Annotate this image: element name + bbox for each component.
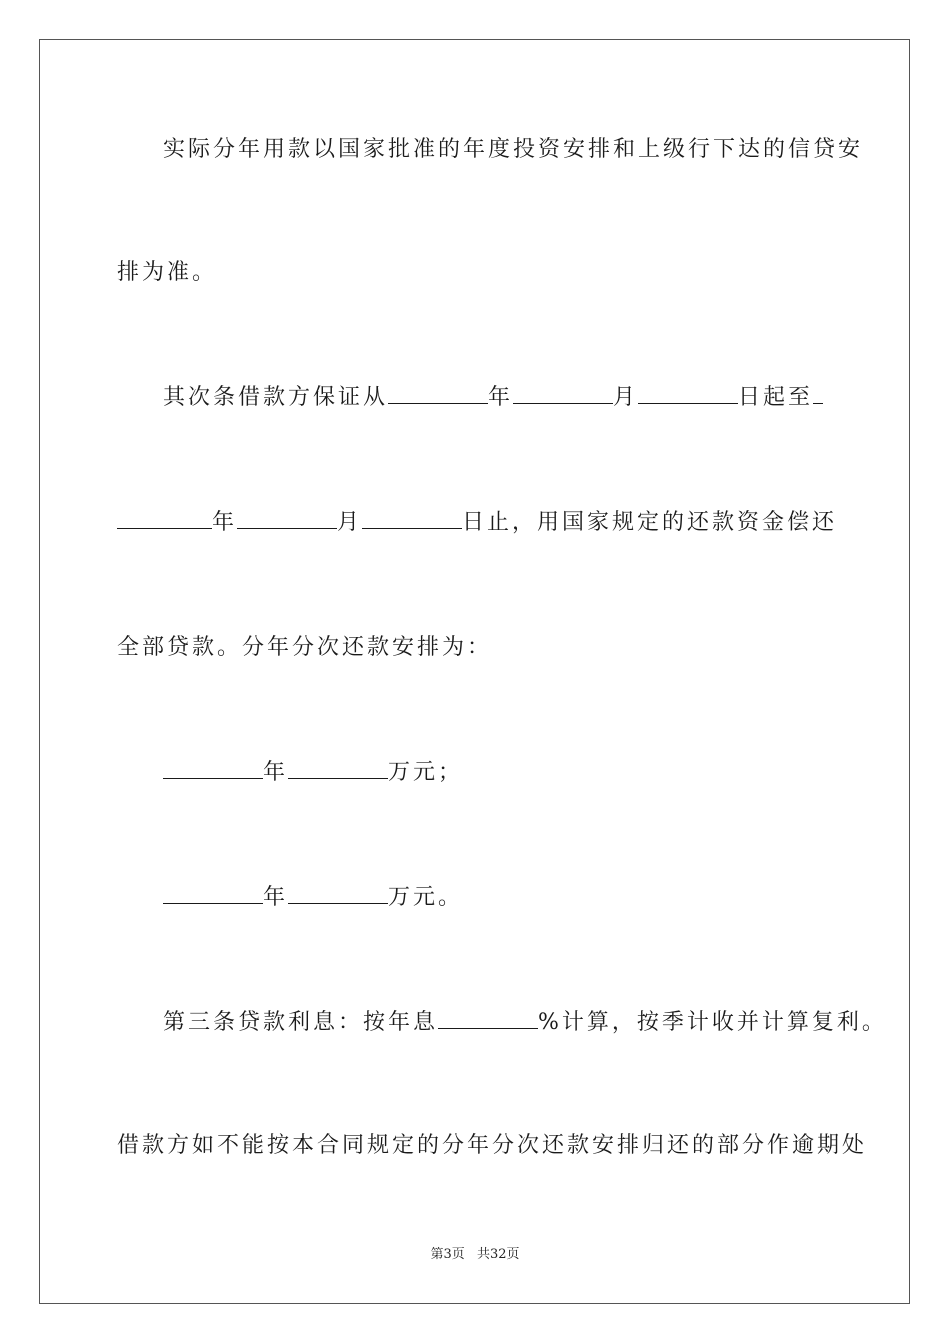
text-segment: 日起至 xyxy=(738,385,814,410)
fill-blank xyxy=(163,883,263,904)
fill-blank xyxy=(237,508,337,529)
text-segment: 第三条贷款利息：按年息 xyxy=(163,1010,439,1035)
text-segment: %计算，按季计收并计算复利。 xyxy=(538,1010,887,1035)
paragraph-line-8 xyxy=(163,1008,893,1038)
fill-blank xyxy=(362,508,462,529)
fill-blank xyxy=(388,383,488,404)
text-segment: 年 xyxy=(488,385,514,410)
paragraph-line-1 xyxy=(163,135,893,165)
paragraph-line-3 xyxy=(163,383,893,413)
paragraph-line-9 xyxy=(117,1131,868,1161)
text-segment: 万元； xyxy=(388,760,464,785)
fill-blank xyxy=(638,383,738,404)
text-segment: 全部贷款。分年分次还款安排为： xyxy=(117,635,493,660)
fill-blank xyxy=(288,758,388,779)
paragraph-line-2 xyxy=(117,258,847,288)
paragraph-line-7 xyxy=(163,883,893,913)
fill-blank xyxy=(513,383,613,404)
text-segment: 万元。 xyxy=(388,885,464,910)
text-segment: 月 xyxy=(613,385,639,410)
text-segment: 月 xyxy=(337,510,363,535)
fill-blank xyxy=(117,508,212,529)
text-segment: 年 xyxy=(212,510,238,535)
page-number: 第3页 xyxy=(430,1247,465,1262)
page-footer xyxy=(0,1246,950,1264)
text-segment: 其次条借款方保证从 xyxy=(163,385,389,410)
text-segment: 年 xyxy=(263,760,289,785)
text-segment: 排为准。 xyxy=(117,260,218,285)
text-segment: 借款方如不能按本合同规定的分年分次还款安排归还的部分作逾期处 xyxy=(117,1133,868,1158)
page-total: 共32页 xyxy=(476,1247,520,1262)
text-segment: 日止，用国家规定的还款资金偿还 xyxy=(462,510,838,535)
paragraph-line-6 xyxy=(163,758,893,788)
fill-blank xyxy=(288,883,388,904)
fill-blank xyxy=(813,383,823,404)
paragraph-line-4 xyxy=(117,508,847,538)
text-segment: 实际分年用款以国家批准的年度投资安排和上级行下达的信贷安 xyxy=(163,137,864,162)
fill-blank xyxy=(438,1008,538,1029)
text-segment: 年 xyxy=(263,885,289,910)
fill-blank xyxy=(163,758,263,779)
paragraph-line-5 xyxy=(117,633,847,663)
page-border xyxy=(39,39,910,1304)
